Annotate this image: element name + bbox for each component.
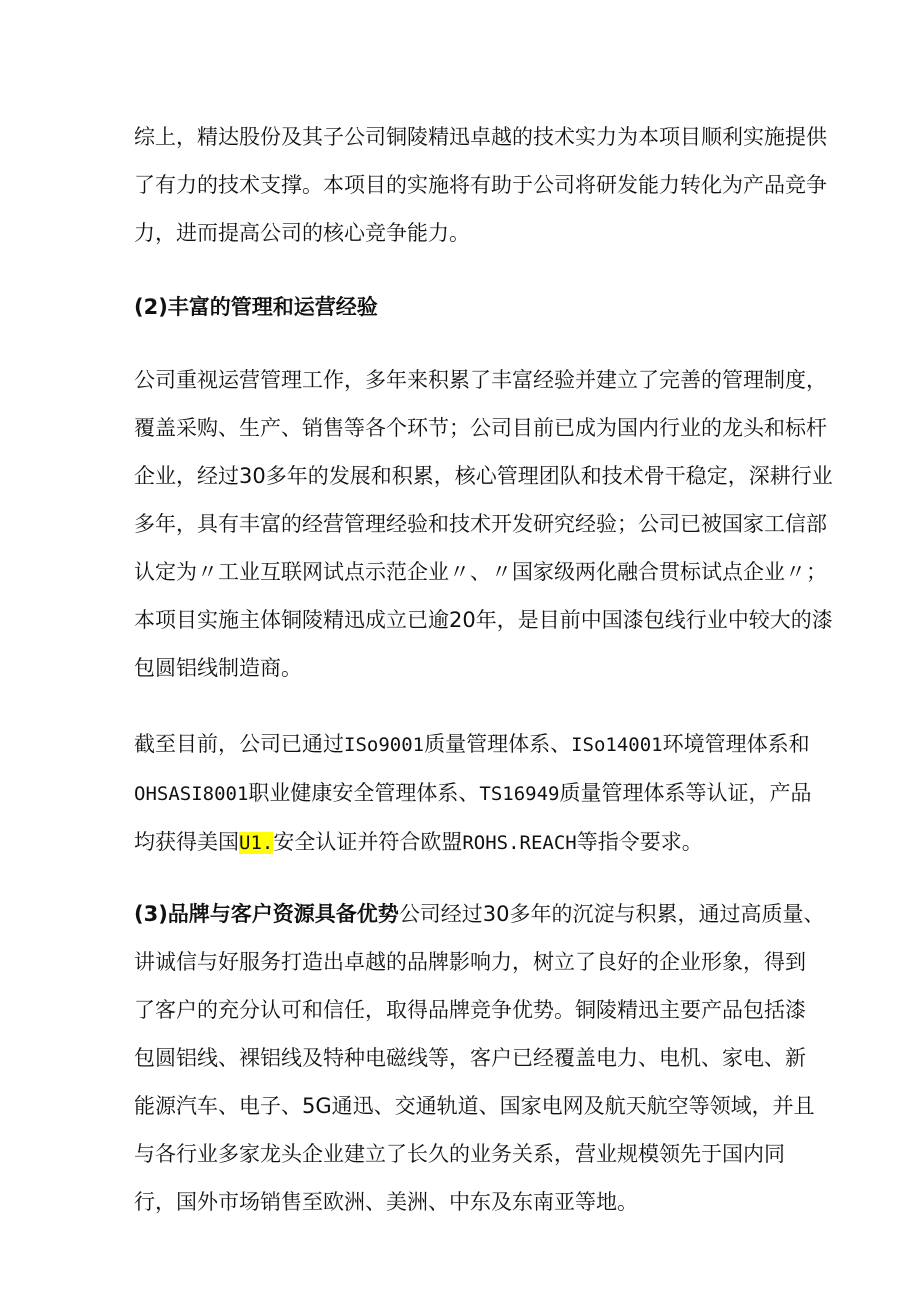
cert-code: ISo14001	[571, 734, 663, 756]
text-segment: 公司经过30多年的沉淀与积累，通过高质量、	[398, 902, 825, 926]
text-segment: 职业健康安全管理体系、	[248, 781, 480, 805]
text-segment: 质量管理体系、	[424, 732, 572, 756]
text-line: 多年，具有丰富的经营管理经验和技术开发研究经验；公司已被国家工信部	[134, 512, 827, 536]
text-segment: 环境管理体系和	[662, 732, 810, 756]
text-line: 综上，精达股份及其子公司铜陵精迅卓越的技术实力为本项目顺利实施提供	[134, 125, 827, 149]
text-segment: 安全认证并符合欧盟	[273, 830, 463, 854]
text-line: 企业，经过30多年的发展和积累，核心管理团队和技术骨干稳定，深耕行业	[134, 464, 833, 488]
text-line: 讲诚信与好服务打造出卓越的品牌影响力，树立了良好的企业形象，得到	[134, 950, 806, 974]
text-line: 包圆铝线、裸铝线及特种电磁线等，客户已经覆盖电力、电机、家电、新	[134, 1046, 806, 1070]
text-line: 覆盖采购、生产、销售等各个环节；公司目前已成为国内行业的龙头和标杆	[134, 416, 827, 440]
text-line: 公司重视运营管理工作，多年来积累了丰富经验并建立了完善的管理制度，	[134, 368, 827, 392]
text-segment: 截至目前，公司已通过	[134, 732, 344, 756]
paragraph-management	[134, 356, 833, 692]
paragraph-summary	[134, 113, 827, 257]
highlighted-text: U1.	[239, 832, 274, 854]
text-segment: 等指令要求。	[576, 830, 703, 854]
text-segment: 质量管理体系等认证，产品	[559, 781, 812, 805]
cert-code: TS16949	[479, 783, 560, 805]
section-heading-brand: (3)品牌与客户资源具备优势	[134, 902, 399, 926]
cert-code: ROHS.REACH	[462, 832, 577, 854]
section-heading-management	[134, 283, 804, 331]
text-line: 本项目实施主体铜陵精迅成立已逾20年，是目前中国漆包线行业中较大的漆	[134, 608, 833, 632]
cert-code: ISo9001	[344, 734, 425, 756]
text-line	[134, 890, 825, 938]
text-line: 力，进而提高公司的核心竞争能力。	[134, 221, 470, 245]
cert-code: OHSASI8001	[134, 783, 249, 805]
text-line: 认定为〃工业互联网试点示范企业〃、〃国家级两化融合贯标试点企业〃；	[134, 560, 827, 584]
text-segment: 均获得美国	[134, 830, 239, 854]
text-line: 能源汽车、电子、5G通迅、交通轨道、国家电网及航天航空等领域，并且	[134, 1094, 815, 1118]
text-line	[134, 720, 810, 769]
paragraph-brand	[134, 890, 825, 1226]
text-line: 行，国外市场销售至欧洲、美洲、中东及东南亚等地。	[134, 1190, 638, 1214]
heading-text: (2)丰富的管理和运营经验	[134, 295, 378, 319]
text-line	[134, 769, 812, 818]
paragraph-certifications	[134, 720, 812, 867]
text-line: 包圆铝线制造商。	[134, 656, 302, 680]
text-line: 与各行业多家龙头企业建立了长久的业务关系，营业规模领先于国内同	[134, 1142, 785, 1166]
text-line: 了客户的充分认可和信任，取得品牌竞争优势。铜陵精迅主要产品包括漆	[134, 998, 806, 1022]
text-line: 了有力的技术支撑。本项目的实施将有助于公司将研发能力转化为产品竞争	[134, 173, 827, 197]
text-line	[134, 818, 804, 867]
